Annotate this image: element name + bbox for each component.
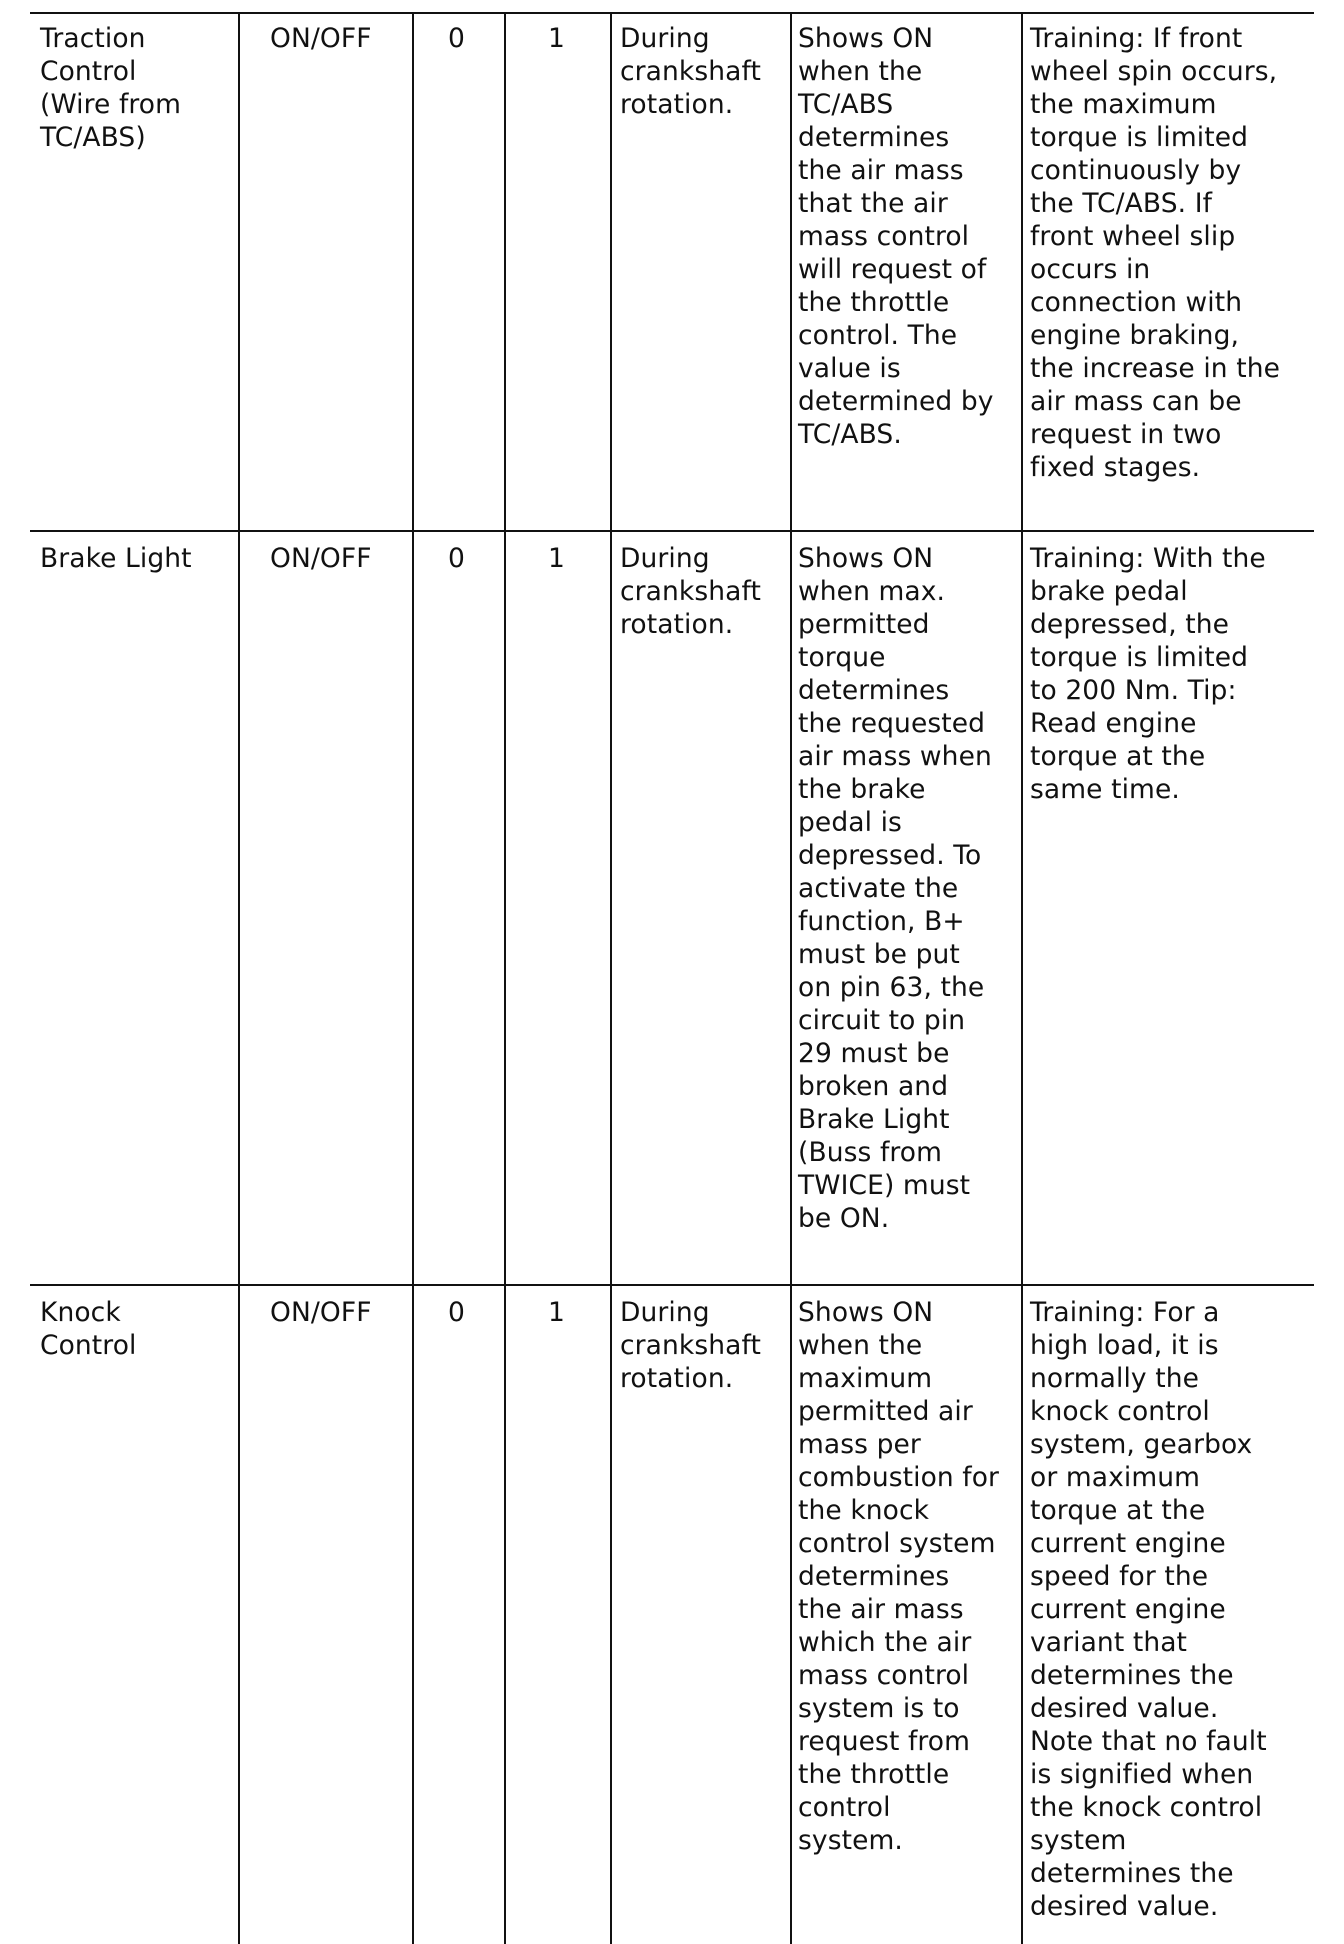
column-divider bbox=[610, 530, 612, 1284]
cell-unit: ON/OFF bbox=[270, 23, 372, 54]
column-divider bbox=[790, 1284, 792, 1944]
column-divider bbox=[610, 1284, 612, 1944]
column-divider bbox=[238, 12, 240, 530]
cell-notes: Training: For a high load, it is normally the knock control system, gearbox or maximum torque at the current engine speed for the current engine variant that determines the desired value. Note that no fault is signified when the knock control system determines the desired value. bbox=[1030, 1297, 1267, 1922]
column-divider bbox=[504, 1284, 506, 1944]
column-divider bbox=[238, 1284, 240, 1944]
cell-condition: During crankshaft rotation. bbox=[620, 543, 761, 640]
column-divider bbox=[1021, 1284, 1023, 1944]
cell-description: Shows ON when max. permitted torque determines the requested air mass when the brake pedal is depressed. To activate the function, B+ must be put on pin 63, the circuit to pin 29 must be broken and Brake Light (Buss from TWICE) must be ON. bbox=[798, 543, 992, 1234]
table-row bbox=[30, 0, 1314, 530]
column-divider bbox=[412, 530, 414, 1284]
cell-signal: Brake Light bbox=[40, 543, 192, 574]
cell-notes: Training: If front wheel spin occurs, the maximum torque is limited continuously by the TC/ABS. If front wheel slip occurs in connection with engine braking, the increase in the air mass can be request in two fixed stages. bbox=[1030, 23, 1281, 483]
cell-description: Shows ON when the TC/ABS determines the air mass that the air mass control will request of the throttle control. The value is determined by TC/ABS. bbox=[798, 23, 994, 450]
cell-min: 0 bbox=[448, 1297, 465, 1328]
parameter-table bbox=[30, 0, 1314, 1944]
cell-notes: Training: With the brake pedal depressed, the torque is limited to 200 Nm. Tip: Read engine torque at the same time. bbox=[1030, 543, 1266, 805]
cell-max: 1 bbox=[548, 23, 565, 54]
table-row bbox=[30, 530, 1314, 1284]
cell-max: 1 bbox=[548, 1297, 565, 1328]
cell-max: 1 bbox=[548, 543, 565, 574]
cell-description: Shows ON when the maximum permitted air mass per combustion for the knock control system determines the air mass which the air mass control system is to request from the throttle control system. bbox=[798, 1297, 1000, 1856]
column-divider bbox=[1021, 530, 1023, 1284]
column-divider bbox=[610, 12, 612, 530]
column-divider bbox=[238, 530, 240, 1284]
cell-signal: Traction Control (Wire from TC/ABS) bbox=[40, 23, 182, 153]
column-divider bbox=[790, 12, 792, 530]
row-top-border bbox=[30, 530, 1314, 532]
cell-unit: ON/OFF bbox=[270, 1297, 372, 1328]
cell-unit: ON/OFF bbox=[270, 543, 372, 574]
cell-signal: Knock Control bbox=[40, 1297, 137, 1361]
column-divider bbox=[504, 530, 506, 1284]
column-divider bbox=[412, 12, 414, 530]
table-row bbox=[30, 1284, 1314, 1944]
column-divider bbox=[1021, 12, 1023, 530]
cell-min: 0 bbox=[448, 23, 465, 54]
cell-condition: During crankshaft rotation. bbox=[620, 1297, 761, 1394]
column-divider bbox=[504, 12, 506, 530]
cell-min: 0 bbox=[448, 543, 465, 574]
row-top-border bbox=[30, 12, 1314, 14]
row-top-border bbox=[30, 1284, 1314, 1286]
column-divider bbox=[412, 1284, 414, 1944]
column-divider bbox=[790, 530, 792, 1284]
cell-condition: During crankshaft rotation. bbox=[620, 23, 761, 120]
